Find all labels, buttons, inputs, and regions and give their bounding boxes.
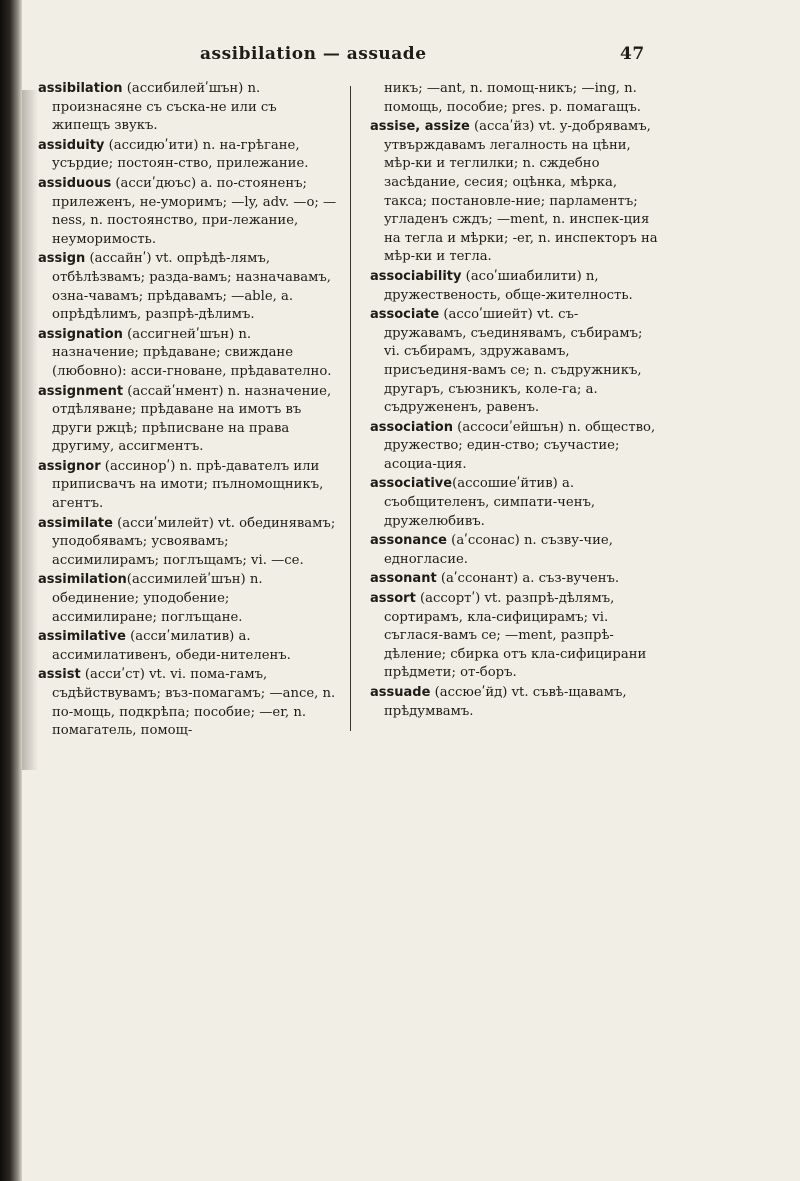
entry-definition: (аʹссонас) n. съзву-чие, едногласие. xyxy=(384,533,613,567)
dictionary-entry xyxy=(38,458,338,514)
dictionary-entry xyxy=(370,268,660,305)
entry-headword: associability xyxy=(370,268,462,284)
entry-headword: assonance xyxy=(370,533,447,549)
entry-headword: associative xyxy=(370,476,453,492)
dictionary-entry xyxy=(370,570,660,589)
binding-shadow-fade xyxy=(22,90,38,770)
dictionary-entry xyxy=(38,515,338,571)
dictionary-entry xyxy=(38,383,338,457)
entry-definition: (ассигнейʹшън) n. назначение; прѣдаване; свиждане (любовно): асси-гноване, прѣдавателно. xyxy=(52,326,332,379)
entry-definition: (ассаʹйз) vt. у-добрявамъ, утвърждавамъ легалность на цѣни, мѣр-ки и теглилки; n. сждебно засѣдание, сесия; оцѣнка, мѣрка, такса; постановле-ние; парламентъ; угладенъ сждъ; —ment, n. инспек-ция на тегла и мѣрки; -er, n. инспекторъ на мѣр-ки и тегла. xyxy=(384,119,658,265)
entry-headword: assimilative xyxy=(38,629,126,645)
dictionary-entry xyxy=(370,118,660,267)
entry-headword: assignation xyxy=(38,326,123,342)
entry-headword: assuade xyxy=(370,685,431,700)
entry-headword: assise, assize xyxy=(370,119,470,135)
entry-definition: (ассайʹнмент) n. назначение, отдѣляване; прѣдаване на имотъ въ други ржцѣ; прѣписване на права другиму, ассигментъ. xyxy=(52,383,332,455)
dictionary-entry xyxy=(370,684,660,721)
entry-headword: assort xyxy=(370,591,416,607)
dictionary-entry xyxy=(370,80,660,117)
entry-headword: assimilate xyxy=(38,515,113,531)
entry-headword: assign xyxy=(38,251,86,267)
entry-headword: assiduous xyxy=(38,175,112,191)
dictionary-entry xyxy=(370,306,660,418)
entry-headword: assignment xyxy=(38,383,124,399)
entry-definition: (аʹссонант) a. съз-вученъ. xyxy=(436,571,620,587)
page-number: 47 xyxy=(620,44,645,64)
entry-headword: assiduity xyxy=(38,137,105,153)
entry-headword: association xyxy=(370,419,453,435)
dictionary-entry xyxy=(38,628,338,665)
entry-definition: никъ; —ant, n. помощ-никъ; —ing, n. помощь, пособие; pres. p. помагащъ. xyxy=(384,81,641,115)
dictionary-entry xyxy=(38,175,338,249)
entry-definition: (ассайнʹ) vt. опрѣдѣ-лямъ, отбѣлѣзвамъ; разда-вамъ; назначавамъ, озна-чавамъ; прѣдавамъ; —able, a. опрѣдѣлимъ, разпрѣ-дѣлимъ. xyxy=(52,251,331,323)
running-title: assibilation — assuade xyxy=(200,44,427,64)
dictionary-entry xyxy=(38,666,338,740)
entry-definition: (ассидюʹити) n. на-грѣгане, усърдие; постоян-ство, прилежание. xyxy=(52,137,309,172)
entry-definition: (ассортʹ) vt. разпрѣ-дѣлямъ, сортирамъ, кла-сифицирамъ; vi. съглася-вамъ се; —ment, разпрѣ-дѣление; сбирка отъ кла-сифицирани прѣдмети; от-боръ. xyxy=(384,591,647,681)
entry-definition: (ассиʹдюъс) a. по-стояненъ; прилеженъ, не-уморимъ; —ly, adv. —o; —ness, n. постоянство, при-лежание, неуморимость. xyxy=(52,175,337,247)
dictionary-entry xyxy=(38,326,338,382)
entry-definition: (ассибилейʹшън) n. произнасяне съ съска-не или съ жипещъ звукъ. xyxy=(52,81,277,134)
entry-definition: (ассюеʹйд) vt. съвѣ-щавамъ, прѣдумвамъ. xyxy=(384,685,627,719)
entry-definition: (ассосиʹейшън) n. общество, дружество; един-ство; съучастие; асоциа-ция. xyxy=(384,419,656,472)
dictionary-entry xyxy=(370,475,660,531)
entry-headword: assist xyxy=(38,667,81,683)
entry-definition: (ассоʹшиейт) vt. съ-дружавамъ, съединявамъ, събирамъ; vi. събирамъ, здружавамъ, присъединя-вамъ се; n. съдружникъ, другаръ, съюзникъ, коле-га; a. съдружененъ, равенъ. xyxy=(384,307,643,416)
binding-shadow xyxy=(0,0,22,1181)
dictionary-entry xyxy=(370,419,660,475)
entry-headword: assonant xyxy=(370,571,437,587)
entry-definition: (ассиʹмилейт) vt. обединявамъ; уподобявамъ; усвоявамъ; ассимилирамъ; поглъщамъ; vi. —се. xyxy=(52,515,336,568)
dictionary-entry xyxy=(38,571,338,627)
entry-definition: (ассошиеʹйтив) a. съобщителенъ, симпати-ченъ, дружелюбивъ. xyxy=(384,476,596,529)
dictionary-entry xyxy=(38,137,338,174)
entry-headword: assimilation xyxy=(38,572,127,588)
right-column xyxy=(370,80,660,722)
entry-definition: (асоʹшиабилити) n, дружественость, обще-жителность. xyxy=(384,268,633,303)
entry-definition: (ассинорʹ) n. прѣ-дaвaтeлъ или приписвачъ на имоти; пълномощникъ, агентъ. xyxy=(52,458,324,512)
entry-headword: associate xyxy=(370,307,440,323)
dictionary-entry xyxy=(370,532,660,569)
dictionary-entry xyxy=(370,590,660,683)
entry-definition: (ассиʹст) vt. vi. пома-гамъ, съдѣйствувамъ; въз-помагамъ; —ance, n. по-мощь, подкрѣпа; пособие; —er, n. помагатель, помощ- xyxy=(52,667,336,739)
entry-headword: assignor xyxy=(38,458,101,474)
column-divider xyxy=(350,86,351,731)
dictionary-entry xyxy=(38,250,338,324)
entry-headword: assibilation xyxy=(38,81,123,96)
entry-definition: (ассиʹмилатив) a. ассимилативенъ, обеди-нителенъ. xyxy=(52,629,291,663)
dictionary-entry xyxy=(38,80,338,136)
entry-definition: (ассимилейʹшън) n. обединение; уподобение; ассимилиране; поглъщане. xyxy=(52,572,263,625)
left-column xyxy=(38,80,338,742)
